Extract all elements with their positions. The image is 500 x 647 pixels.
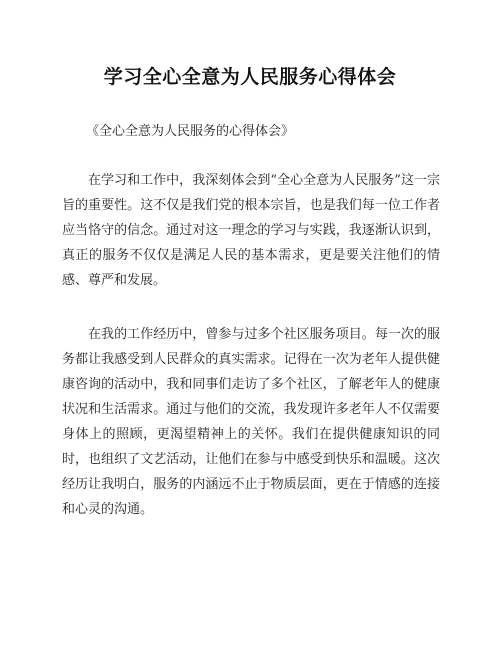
paragraph-1: 在学习和工作中，我深刻体会到“全心全意为人民服务”这一宗旨的重要性。这不仅是我们党的根本宗旨，也是我们每一位工作者应当恪守的信念。通过对这一理念的学习与实践，我逐渐认识到，真正的服务不仅仅是满足人民的基本需求，更是要关注他们的情感、尊严和发展。 [62,173,440,288]
document-subtitle: 《全心全意为人民服务的心得体会》 [86,124,295,139]
document-title: 学习全心全意为人民服务心得体会 [103,66,397,88]
paragraph-2: 在我的工作经历中，曾参与过多个社区服务项目。每一次的服务都让我感受到人民群众的真实需求。记得在一次为老年人提供健康咨询的活动中，我和同事们走访了多个社区，了解老年人的健康状况和生活需求。通过与他们的交流，我发现许多老年人不仅需要身体上的照顾，更渴望精神上的关怀。我们在提供健康知识的同时，也组织了文艺活动，让他们在参与中感受到快乐和温暖。这次经历让我明白，服务的内涵远不止于物质层面，更在于情感的连接和心灵的沟通。 [62,327,440,517]
